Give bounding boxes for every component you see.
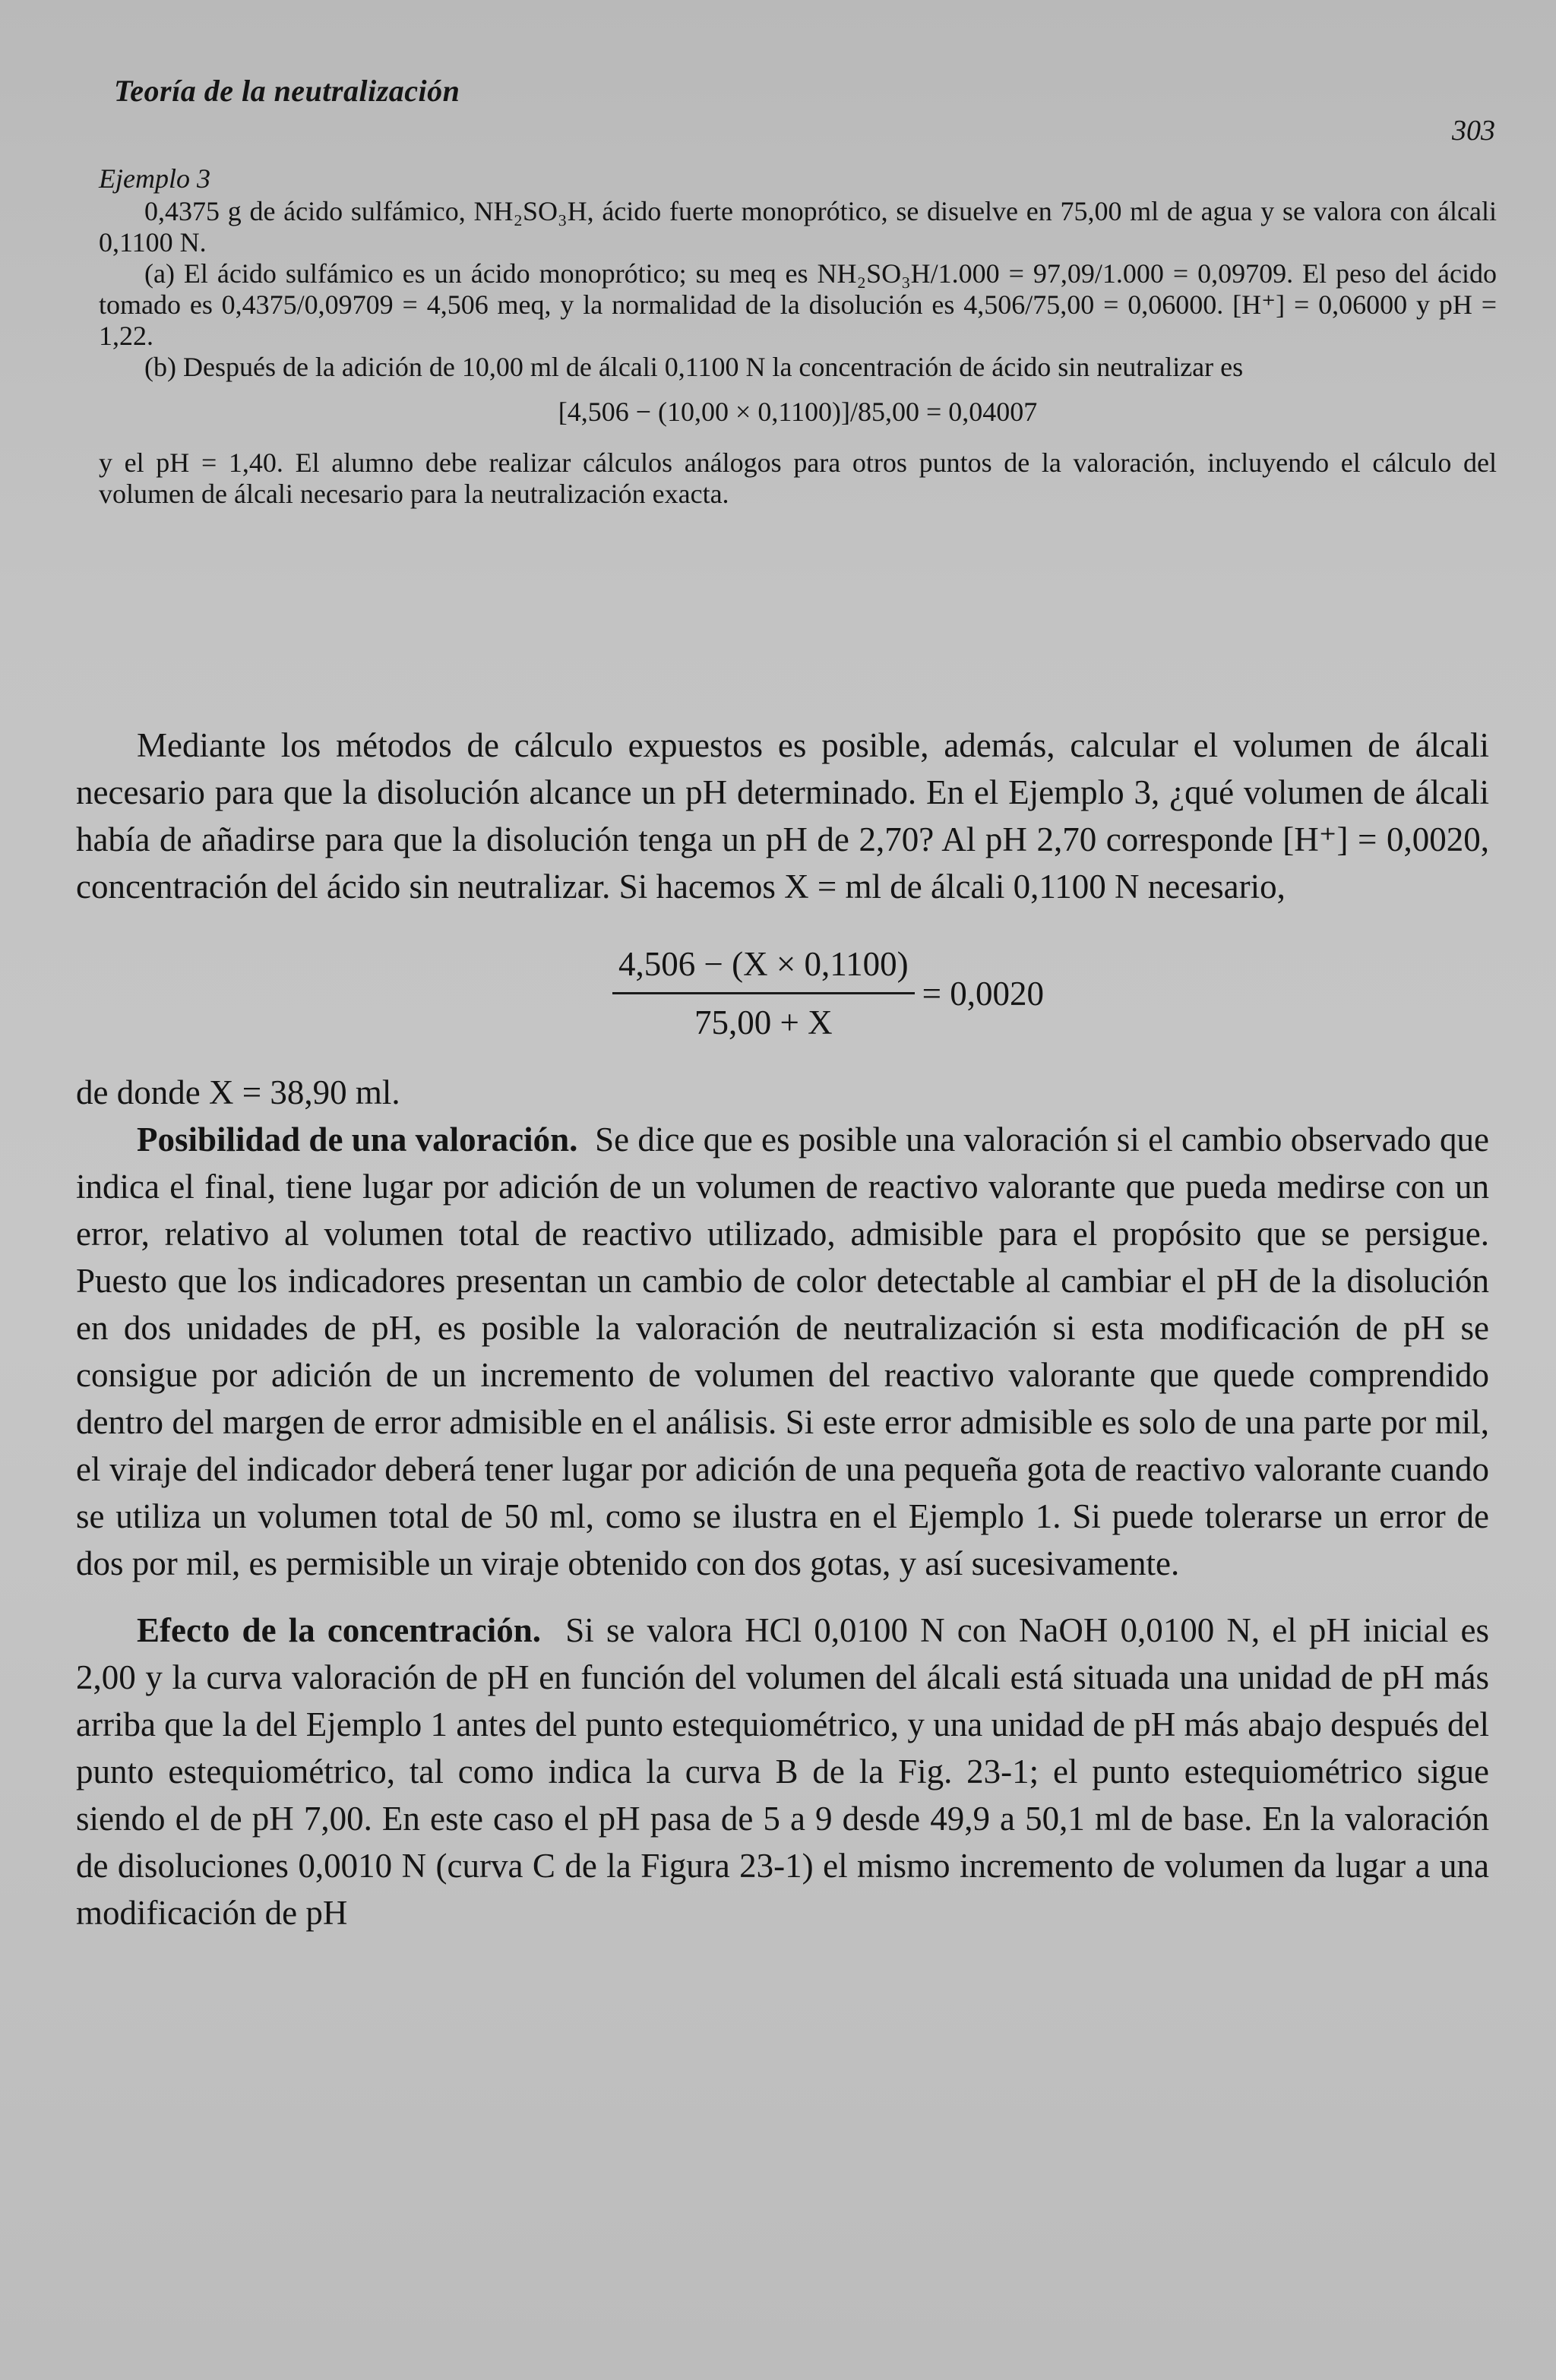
fraction-numerator: 4,506 − (X × 0,1100) xyxy=(612,940,915,994)
section-text-concentration: Si se valora HCl 0,0100 N con NaOH 0,0100 N, el pH inicial es 2,00 y la curva valoración de pH en función del volumen del álcali está situada una unidad de pH más arriba que la del Ejemplo 1 antes del punto estequiométrico, y una unidad de pH más abajo después del punto estequiométrico, tal como indica la curva B de la Fig. 23-1; el punto estequiométrico sigue siendo el de pH 7,00. En este caso el pH pasa de 5 a 9 desde 49,9 a 50,1 ml de base. En la valoración de disoluciones 0,0010 N (curva C de la Figura 23-1) el mismo incremento de volumen da lugar a una modificación de pH xyxy=(76,1611,1490,1932)
fraction-result: = 0,0020 xyxy=(922,974,1044,1013)
paragraph-concentration xyxy=(76,1607,1489,1936)
page-number: 303 xyxy=(1452,115,1495,147)
section-title-possibility: Posibilidad de una valoración. xyxy=(137,1120,578,1158)
example-label: Ejemplo 3 xyxy=(99,163,210,194)
example-block xyxy=(99,163,1497,510)
example-equation: [4,506 − (10,00 × 0,1100)]/85,00 = 0,04007 xyxy=(558,397,1038,427)
equation-fraction xyxy=(612,940,915,1046)
example-conclusion: y el pH = 1,40. El alumno debe realizar cálculos análogos para otros puntos de la valoración, incluyendo el cálculo del volumen de álcali necesario para la neutralización exacta. xyxy=(99,447,1497,509)
running-title: Teoría de la neutralización xyxy=(114,74,460,108)
display-equation xyxy=(167,940,1489,1046)
paragraph-possibility xyxy=(76,1116,1489,1587)
section-title-concentration: Efecto de la concentración. xyxy=(137,1611,542,1649)
section-text-possibility: Se dice que es posible una valoración si el cambio observado que indica el final, tiene lugar por adición de un volumen de reactivo valorante que pueda medirse con un error, relativo al volumen total de reactivo utilizado, admisible para el propósito que se persigue. Puesto que los indicadores presentan un cambio de color detectable al cambiar el pH de la disolución en dos unidades de pH, es posible la valoración de neutralización si esta modificación de pH se consigue por adición de un incremento de volumen del reactivo valorante que quede comprendido dentro del margen de error admisible en el análisis. Si este error admisible es solo de una parte por mil, el viraje del indicador deberá tener lugar por adición de una pequeña gota de reactivo valorante cuando se utiliza un volumen total de 50 ml, como se ilustra en el Ejemplo 1. Si puede tolerarse un error de dos por mil, es permisible un viraje obtenido con dos gotas, y así sucesivamente. xyxy=(76,1120,1490,1582)
result-line: de donde X = 38,90 ml. xyxy=(76,1073,400,1111)
paragraph-calculation: Mediante los métodos de cálculo expuestos es posible, además, calcular el volumen de álcali necesario para que la disolución alcance un pH determinado. En el Ejemplo 3, ¿qué volumen de álcali había de añadirse para que la disolución tenga un pH de 2,70? Al pH 2,70 corresponde [H⁺] = 0,0020, concentración del ácido sin neutralizar. Si hacemos X = ml de álcali 0,1100 N necesario, xyxy=(76,726,1489,906)
fraction-denominator: 75,00 + X xyxy=(694,1004,833,1041)
example-part-a: (a) El ácido sulfámico es un ácido monoprótico; su meq es NH₂SO₃H/1.000 = 97,09/1.000 = 0,09709. El peso del ácido tomado es 0,4375/0,09709 = 4,506 meq, y la normalidad de la disolución es 4,506/75,00 = 0,06000. [H⁺] = 0,06000 y pH = 1,22. xyxy=(99,258,1497,351)
example-part-b: (b) Después de la adición de 10,00 ml de álcali 0,1100 N la concentración de ácido sin neutralizar es xyxy=(144,352,1244,382)
example-intro: 0,4375 g de ácido sulfámico, NH₂SO₃H, ácido fuerte monoprótico, se disuelve en 75,00 ml de agua y se valora con álcali 0,1100 N. xyxy=(99,196,1497,258)
main-text xyxy=(76,722,1489,1936)
